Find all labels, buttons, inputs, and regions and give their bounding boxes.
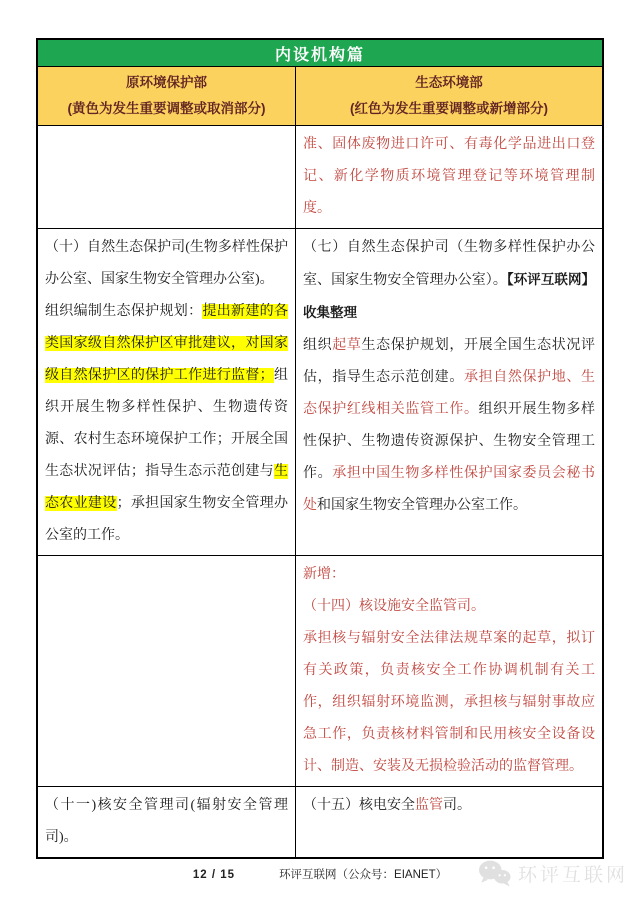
page-number: 12 / 15 <box>192 869 236 881</box>
text-paragraph <box>45 296 288 552</box>
header-cell-new-ministry <box>296 67 602 125</box>
body-text: 组织开展生物多样性保护、生物遗传资源、农村生态环境保护工作；开展全国生态状况评估；指导生态示范创建与 <box>45 368 288 479</box>
table-cell-left <box>38 556 296 786</box>
table-cell-right <box>296 126 602 228</box>
footer-source: 环评互联网（公众号：EIANET） <box>279 869 448 881</box>
table-title: 内设机构篇 <box>38 40 602 67</box>
text-paragraph <box>303 623 595 783</box>
table-cell-left <box>38 126 296 228</box>
watermark-text: 环评互联网 <box>517 864 628 886</box>
table-row-1 <box>38 126 602 229</box>
text-paragraph <box>303 559 595 591</box>
highlighted-text: 生态农业建设 <box>45 464 288 511</box>
text-paragraph <box>303 790 595 822</box>
old-ministry-title: 原环境保护部 <box>126 75 207 90</box>
body-text: （十）自然生态保护司(生物多样性保护办公室、国家生物安全管理办公室)。 <box>45 240 288 287</box>
text-paragraph <box>303 232 595 330</box>
header-cell-old-ministry <box>38 67 296 125</box>
table-body <box>38 126 602 857</box>
old-ministry-subtitle: (黄色为发生重要调整或取消部分) <box>67 101 266 116</box>
text-paragraph <box>303 591 595 623</box>
changed-text: 承担自然保护地、生态保护红线相关监管工作。 <box>303 370 596 417</box>
changed-text: 监管 <box>415 798 443 813</box>
text-paragraph <box>303 330 595 522</box>
body-text: （七）自然生态保护司（生物多样性保护办公室、国家生物安全管理办公室）。 <box>303 240 595 288</box>
table-cell-left <box>38 229 296 555</box>
text-paragraph <box>303 129 595 225</box>
table-cell-right <box>296 229 602 555</box>
changed-text: 起草 <box>332 338 362 353</box>
body-text: 组织 <box>303 338 333 353</box>
changed-text: 承担核与辐射安全法律法规草案的起草，拟订有关政策，负责核安全工作协调机制有关工作，组织辐射环境监测，承担核与辐射事故应急工作，负责核材料管制和民用核安全设备设计、制造、安装及无损检验活动的监督管理。 <box>303 631 595 774</box>
text-paragraph <box>45 790 288 854</box>
new-ministry-title: 生态环境部 <box>415 75 483 90</box>
body-text: 组织编制生态保护规划： <box>45 304 203 319</box>
table-cell-right <box>296 556 602 786</box>
body-text: 和国家生物安全管理办公室工作。 <box>317 498 527 513</box>
table-row-3 <box>38 556 602 787</box>
text-paragraph <box>45 232 288 296</box>
new-ministry-subtitle: (红色为发生重要调整或新增部分) <box>350 101 548 116</box>
body-text: 生态保护规划，开展全国生态状况评估，指导生态示范创建。 <box>303 338 596 385</box>
changed-text: 准、固体废物进口许可、有毒化学品进出口登记、新化学物质环境管理登记等环境管理制度。 <box>303 137 595 216</box>
comparison-table <box>36 38 604 859</box>
table-row-4 <box>38 787 602 857</box>
wechat-icon <box>476 858 512 888</box>
table-cell-left <box>38 787 296 857</box>
body-text: （十一)核安全管理司(辐射安全管理司)。 <box>45 798 288 845</box>
changed-text: 承担中国生物多样性保护国家委员会秘书处 <box>303 466 596 513</box>
body-text: 司。 <box>443 798 471 813</box>
changed-text: 新增： <box>303 567 345 582</box>
changed-text: （十四）核设施安全监管司。 <box>303 599 485 614</box>
table-cell-right <box>296 787 602 857</box>
body-text: ；承担国家生物安全管理办公室的工作。 <box>45 496 288 543</box>
highlighted-text: 提出新建的各类国家级自然保护区审批建议，对国家级自然保护区的保护工作进行监督； <box>45 304 288 383</box>
body-text: （十五）核电安全 <box>303 798 415 813</box>
table-row-2 <box>38 229 602 556</box>
collector-credit: 【环评互联网】收集整理 <box>303 272 596 320</box>
watermark <box>476 858 628 888</box>
table-header-row <box>38 67 602 126</box>
body-text: 组织开展生物多样性保护、生物遗传资源保护、生物安全管理工作。 <box>303 402 596 481</box>
